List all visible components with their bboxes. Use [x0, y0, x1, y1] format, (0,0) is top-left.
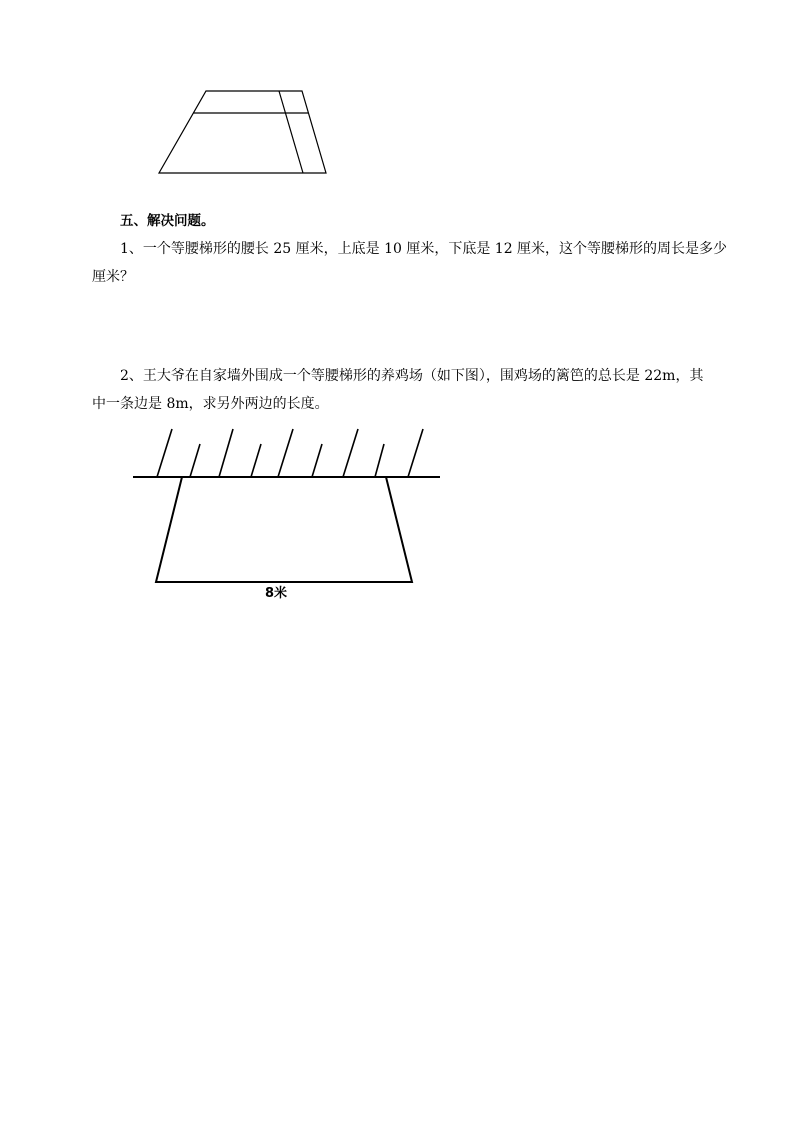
problem-1-line-2: 厘米？: [92, 269, 134, 285]
section-title: 五、解决问题。: [120, 213, 215, 229]
problem-1-line-1: 1、一个等腰梯形的腰长 25 厘米，上底是 10 厘米，下底是 12 厘米，这个等腰梯形的周长是多少: [120, 241, 728, 257]
trapezoid-fence: [156, 477, 412, 582]
slanted-divider: [279, 91, 303, 173]
bottom-side-label: 8米: [265, 586, 288, 601]
problem-2-line-2: 中一条边是 8m，求另外两边的长度。: [92, 396, 329, 412]
trapezoid-figure-1: [150, 85, 340, 180]
trapezoid-outline: [159, 91, 326, 173]
problem-2-line-1: 2、王大爷在自家墙外围成一个等腰梯形的养鸡场（如下图），围鸡场的篱笆的总长是 22m，其: [120, 368, 704, 384]
chicken-yard-figure: [125, 420, 455, 595]
wall-hatching: [157, 429, 423, 477]
